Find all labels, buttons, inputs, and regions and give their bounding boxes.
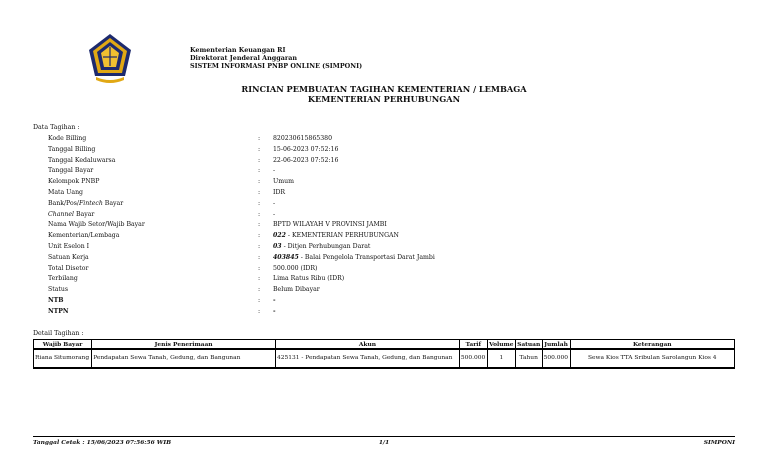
field-value [273, 254, 435, 262]
field-label: Tanggal Billing [48, 145, 96, 153]
field-colon: : [258, 275, 261, 283]
field-label: Tanggal Kedaluwarsa [48, 156, 116, 164]
field-mata-uang [48, 189, 548, 200]
field-colon: : [258, 264, 261, 272]
field-label: Unit Eselon I [48, 242, 90, 250]
field-colon: : [258, 296, 261, 304]
field-label: Kementerian/Lembaga [48, 232, 120, 240]
field-label-italic: Fintech [78, 199, 103, 207]
field-ntpn [48, 308, 548, 319]
field-kode-billing [48, 135, 548, 146]
field-value: Lima Ratus Ribu (IDR) [273, 275, 345, 283]
cell-wajib-bayar: Riana Situmorang [34, 349, 92, 368]
table-header-row [34, 340, 735, 350]
field-colon: : [258, 286, 261, 294]
field-status [48, 286, 548, 297]
cell-satuan: Tahun [515, 349, 542, 368]
field-colon: : [258, 145, 261, 153]
field-code-desc: - Balai Pengelola Transportasi Darat Jambi [298, 253, 435, 261]
field-colon: : [258, 210, 261, 218]
field-kementerian [48, 232, 548, 243]
column-header: Satuan [517, 340, 541, 348]
data-tagihan-fields [48, 135, 548, 319]
field-value [273, 232, 399, 240]
field-label: NTB [48, 296, 64, 304]
detail-tagihan-label: Detail Tagihan : [33, 330, 84, 337]
field-label-prefix: Bank/Pos/ [48, 199, 79, 207]
field-colon: : [258, 253, 261, 261]
column-header: Jumlah [542, 340, 570, 350]
cell-tarif: 500.000 [459, 349, 487, 368]
field-colon: : [258, 156, 261, 164]
print-date: Tanggal Cetak : 15/06/2023 07:56:56 WIB [33, 439, 172, 446]
field-colon: : [258, 167, 261, 175]
field-colon: : [258, 135, 261, 142]
field-value: - [273, 296, 276, 304]
cell-keterangan: Sewa Kios TTA Sribulan Sarolangun Kios 4 [570, 349, 734, 368]
column-header: Wajib Bayar [34, 340, 92, 350]
field-total-disetor [48, 265, 548, 276]
field-code-desc: - KEMENTERIAN PERHUBUNGAN [285, 232, 399, 240]
field-label: Total Disetor [48, 264, 89, 272]
field-terbilang [48, 275, 548, 286]
field-ntb [48, 297, 548, 308]
field-value: - [273, 210, 276, 218]
field-label: Mata Uang [48, 188, 84, 196]
field-colon: : [258, 307, 261, 315]
column-header: Jenis Penerimaan [92, 340, 276, 350]
field-nama-wajib-bayar [48, 221, 548, 232]
field-code: 03 [273, 242, 282, 250]
field-bank-bayar [48, 200, 548, 211]
organization-block [190, 46, 362, 71]
data-tagihan-label: Data Tagihan : [33, 124, 80, 131]
cell-volume: 1 [487, 349, 515, 368]
field-value: 22-06-2023 07:52:16 [273, 156, 339, 164]
org-ministry: Kementerian Keuangan RI [190, 46, 286, 54]
field-colon: : [258, 232, 261, 240]
field-label-suffix: Bayar [74, 210, 95, 218]
cell-jumlah: 500.000 [542, 349, 570, 368]
field-value: - [273, 167, 276, 175]
field-label [48, 211, 94, 219]
field-satuan-kerja [48, 254, 548, 265]
field-label-suffix: Bayar [102, 199, 124, 207]
field-value: 500.000 (IDR) [273, 264, 318, 272]
field-unit-eselon [48, 243, 548, 254]
field-label: Satuan Kerja [48, 253, 89, 261]
field-value [273, 243, 370, 251]
field-colon: : [258, 221, 261, 229]
title-line-1: RINCIAN PEMBUATAN TAGIHAN KEMENTERIAN / LEMBAGA [241, 84, 527, 94]
column-header: Akun [276, 340, 460, 350]
org-system: SISTEM INFORMASI PNBP ONLINE (SIMPONI) [190, 62, 363, 71]
table-row [34, 349, 735, 368]
column-header: Volume [489, 340, 514, 348]
field-code: 022 [273, 232, 286, 240]
field-channel-bayar [48, 211, 548, 222]
kemenkeu-logo-icon [86, 33, 134, 85]
field-value: 15-06-2023 07:52:16 [273, 145, 339, 153]
field-label [48, 200, 123, 208]
column-header: Tarif [459, 340, 487, 350]
field-label: Nama Wajib Setor/Wajib Bayar [48, 221, 145, 229]
field-label: Tanggal Bayar [48, 167, 94, 175]
cell-jenis-penerimaan: Pendapatan Sewa Tanah, Gedung, dan Bangunan [92, 349, 276, 368]
document-title [0, 85, 768, 104]
field-code: 403845 [273, 253, 299, 261]
org-directorate: Direktorat Jenderal Anggaran [190, 54, 297, 63]
field-value: - [273, 199, 276, 207]
title-line-2: KEMENTERIAN PERHUBUNGAN [307, 93, 461, 104]
field-value: IDR [273, 188, 286, 196]
detail-tagihan-table [33, 339, 735, 369]
field-colon: : [258, 242, 261, 250]
field-label: Status [48, 286, 69, 294]
field-tanggal-billing [48, 146, 548, 157]
field-colon: : [258, 188, 261, 196]
field-colon: : [258, 199, 261, 207]
field-value: 820230615865380 [273, 135, 333, 142]
field-tanggal-bayar [48, 167, 548, 178]
page-footer [33, 436, 735, 446]
field-tanggal-kedaluwarsa [48, 157, 548, 168]
cell-akun: 425131 - Pendapatan Sewa Tanah, Gedung, dan Bangunan [276, 349, 460, 368]
field-label-italic: Channel [48, 210, 75, 218]
field-kelompok-pnbp [48, 178, 548, 189]
footer-brand: SIMPONI [703, 439, 735, 446]
column-header: Keterangan [570, 340, 734, 350]
field-value: Belum Dibayar [273, 286, 320, 294]
field-colon: : [258, 178, 261, 186]
field-value: BPTD WILAYAH V PROVINSI JAMBI [273, 221, 387, 229]
field-value: - [273, 307, 276, 315]
field-value: Umum [273, 178, 294, 186]
field-code-desc: - Ditjen Perhubungan Darat [281, 242, 371, 250]
page-number: 1/1 [378, 439, 390, 446]
field-label: NTPN [48, 307, 69, 315]
field-label: Terbilang [48, 275, 78, 283]
field-label: Kelompok PNBP [48, 178, 100, 186]
field-label: Kode Billing [48, 135, 87, 142]
